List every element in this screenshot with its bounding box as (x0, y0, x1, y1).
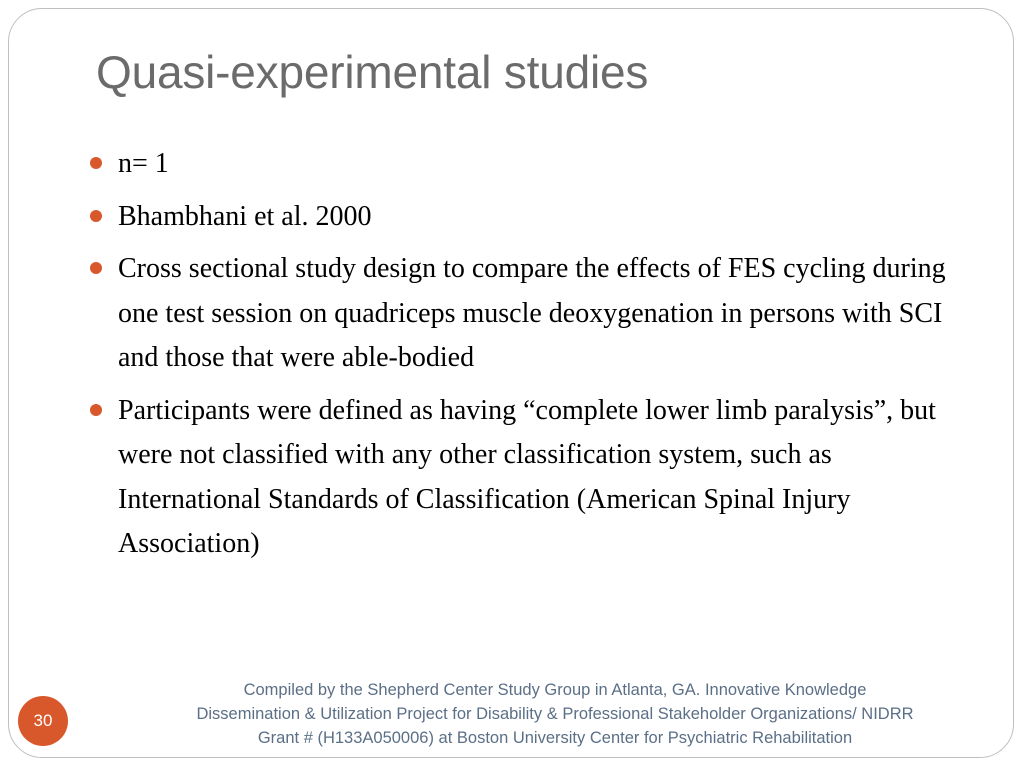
page-number-badge: 30 (18, 696, 68, 746)
footer-line: Compiled by the Shepherd Center Study Group in Atlanta, GA. Innovative Knowledge (243, 681, 867, 699)
bullet-dot-icon (90, 157, 102, 169)
bullet-text: Participants were defined as having “complete lower limb paralysis”, but were not classified with any other classification system, such as International Standards of Classification (American Spinal Injury Association) (118, 394, 936, 559)
bullet-item (86, 195, 946, 240)
bullet-text: Cross sectional study design to compare the effects of FES cycling during one test session on quadriceps muscle deoxygenation in persons with SCI and those that were able-bodied (118, 253, 946, 373)
bullet-dot-icon (90, 210, 102, 222)
slide-footer (110, 678, 1000, 750)
bullet-item (86, 247, 946, 381)
bullet-dot-icon (90, 262, 102, 274)
slide-title: Quasi-experimental studies (96, 46, 649, 98)
footer-line: Grant # (H133A050006) at Boston University Center for Psychiatric Rehabilitation (257, 729, 853, 747)
bullet-dot-icon (90, 404, 102, 416)
footer-line: Dissemination & Utilization Project for Disability & Professional Stakeholder Organizations/ NIDRR (196, 705, 914, 723)
bullet-item (86, 142, 946, 187)
bullet-list (86, 142, 946, 575)
bullet-text: Bhambhani et al. 2000 (118, 200, 372, 232)
bullet-text: n= 1 (118, 148, 169, 179)
bullet-item (86, 389, 946, 567)
